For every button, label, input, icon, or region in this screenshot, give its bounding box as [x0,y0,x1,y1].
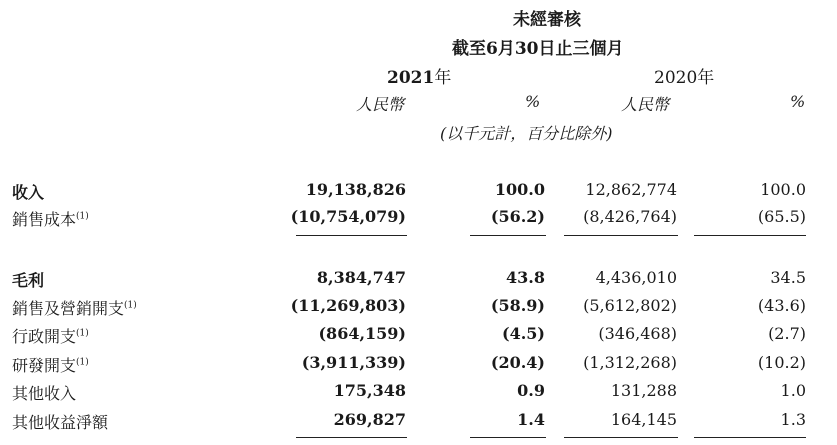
row-label-cost-of-sales [12,207,89,230]
year-2021 [387,63,451,88]
row-label-other-gains-net [12,410,108,433]
row-label-text: 收入 [12,183,45,202]
cell-2021-percent: (20.4) [490,353,545,372]
year-2020-number: 2020 [654,68,698,88]
subtotal-rule [564,437,678,438]
cell-2020-percent: 34.5 [770,268,806,287]
cell-2021-amount: (11,269,803) [290,296,406,315]
cell-2021-amount: 19,138,826 [305,180,406,199]
header-period: 截至6月30日止三個月 [452,39,624,59]
cell-2020-amount: (8,426,764) [583,207,677,226]
subtotal-rule [694,437,806,438]
row-label-other-income [12,381,76,404]
subtotal-rule [470,235,546,236]
cell-2021-percent: (58.9) [490,296,545,315]
footnote-marker: (1) [76,328,89,339]
cell-2020-amount: 164,145 [610,410,677,429]
cell-2020-percent: 1.3 [780,410,806,429]
cell-2020-percent: 1.0 [780,381,806,400]
cell-2021-percent: (56.2) [490,207,545,226]
row-label-gross-profit [12,268,44,291]
row-label-selling-marketing [12,296,137,319]
cell-2020-amount: (5,612,802) [583,296,677,315]
year-2020 [654,63,714,88]
cell-2020-percent: 100.0 [760,180,806,199]
unit-note: (以千元計，百分比除外) [440,124,613,143]
footnote-marker: (1) [76,211,89,222]
cell-2020-percent: (65.5) [757,207,806,226]
row-label-text: 毛利 [12,271,45,290]
subtotal-rule [296,437,407,438]
row-label-administrative [12,324,89,347]
cell-2021-amount: 269,827 [333,410,406,429]
row-label-rnd [12,353,89,376]
row-label-revenue [12,180,44,203]
row-label-text: 其他收益淨額 [12,413,109,432]
cell-2020-amount: 4,436,010 [595,268,677,287]
unit-rmb-2021: 人民幣 [356,95,405,114]
cell-2021-percent: 0.9 [517,381,545,400]
row-label-text: 銷售及營銷開支 [12,299,125,318]
row-label-text: 研發開支 [12,356,77,375]
unit-pct-2020: % [790,92,806,111]
row-label-text: 行政開支 [12,327,77,346]
row-label-text: 其他收入 [12,384,77,403]
cell-2020-percent: (10.2) [757,353,806,372]
cell-2020-amount: (346,468) [598,324,677,343]
cell-2020-percent: (43.6) [757,296,806,315]
cell-2021-percent: 100.0 [494,180,545,199]
subtotal-rule [564,235,678,236]
cell-2021-amount: (10,754,079) [290,207,406,226]
cell-2021-amount: 8,384,747 [316,268,406,287]
year-2021-number: 2021 [387,68,435,88]
cell-2020-amount: 12,862,774 [585,180,677,199]
unit-pct-2021: % [525,92,541,111]
subtotal-rule [296,235,407,236]
header-unaudited: 未經審核 [513,10,581,30]
year-2020-char: 年 [697,68,715,88]
cell-2020-amount: 131,288 [610,381,677,400]
cell-2021-amount: 175,348 [333,381,406,400]
row-label-text: 銷售成本 [12,210,77,229]
subtotal-rule [694,235,806,236]
cell-2020-percent: (2.7) [768,324,806,343]
cell-2021-percent: (4.5) [502,324,545,343]
subtotal-rule [470,437,546,438]
cell-2021-percent: 43.8 [506,268,545,287]
cell-2021-amount: (864,159) [318,324,406,343]
footnote-marker: (1) [124,300,137,311]
year-2021-char: 年 [434,68,452,88]
cell-2021-percent: 1.4 [517,410,545,429]
unit-rmb-2020: 人民幣 [621,95,670,114]
footnote-marker: (1) [76,357,89,368]
cell-2021-amount: (3,911,339) [301,353,406,372]
cell-2020-amount: (1,312,268) [583,353,677,372]
